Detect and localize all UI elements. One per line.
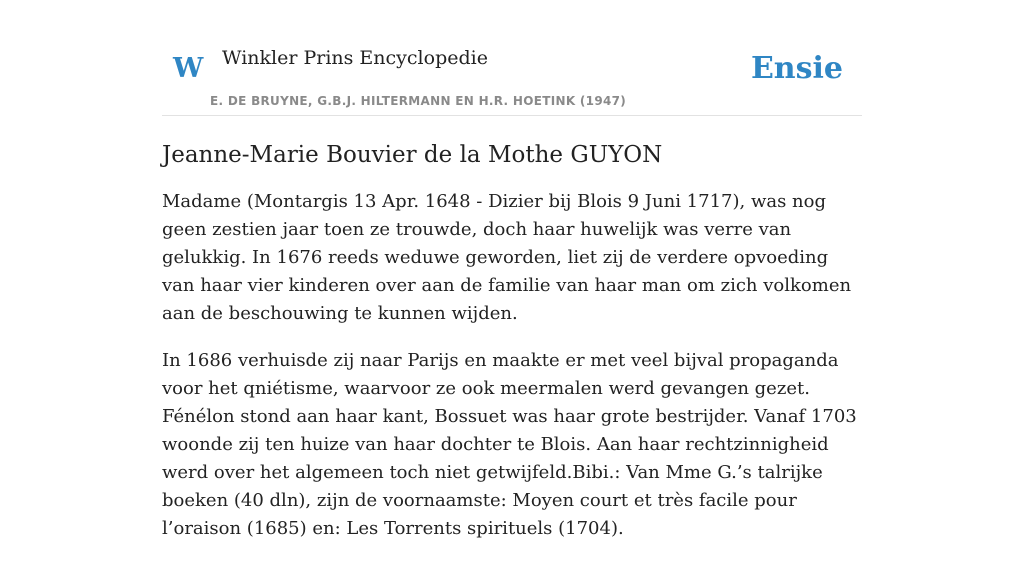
- ensie-logo-link[interactable]: Ensie: [750, 51, 843, 86]
- publication-title[interactable]: Winkler Prins Encyclopedie: [222, 47, 488, 69]
- article: [162, 138, 862, 562]
- publication-logo-icon[interactable]: W: [173, 53, 204, 84]
- site-header: [162, 40, 862, 116]
- publication-authors: E. DE BRUYNE, G.B.J. HILTERMANN EN H.R. HOETINK (1947): [210, 94, 627, 108]
- article-paragraph: Madame (Montargis 13 Apr. 1648 - Dizier bij Blois 9 Juni 1717), was nog geen zestien jaar toen ze trouwde, doch haar huwelijk was verre van gelukkig. In 1676 reeds weduwe geworden, liet zij de verdere opvoeding van haar vier kinderen over aan de familie van haar man om zich volkomen aan de beschouwing te kunnen wijden.: [162, 191, 852, 324]
- article-paragraph: In 1686 verhuisde zij naar Parijs en maakte er met veel bijval propaganda voor het qniétisme, waarvoor ze ook meermalen werd gevangen gezet. Fénélon stond aan haar kant, Bossuet was haar grote bestrijder. Vanaf 1703 woonde zij ten huize van haar dochter te Blois. Aan haar rechtzinnigheid werd over het algemeen toch niet getwijfeld.Bibi.: Van Mme G.’s talrijke boeken (40 dln), zijn de voornaamste: Moyen court et très facile pour l’oraison (1685) en: Les Torrents spirituels (1704).: [162, 350, 857, 539]
- article-title: Jeanne-Marie Bouvier de la Mothe GUYON: [162, 142, 663, 168]
